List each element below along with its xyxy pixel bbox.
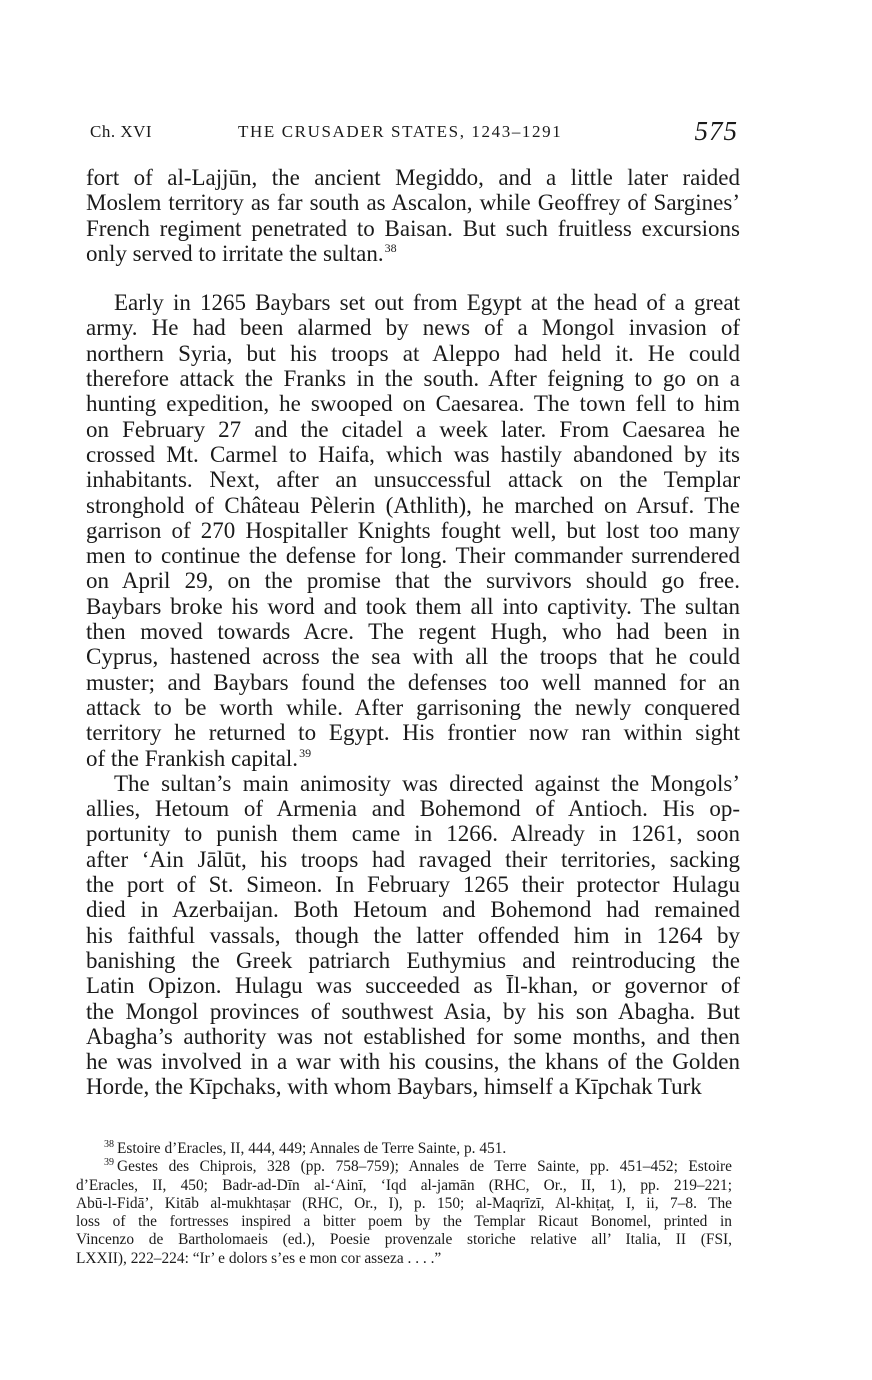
text-line: Early in 1265 Baybars set out from Egypt at the head of a great (114, 290, 740, 316)
text-line: Baybars broke his word and took them all into captivity. The sultan (86, 593, 740, 619)
text-line: garrison of 270 Hospitaller Knights fought well, but lost too many (86, 517, 740, 543)
text-line: the port of St. Simeon. In February 1265 their protector Hulagu (86, 872, 740, 898)
footnote-line: $^{39}$ Gestes des Chiprois, 328 (pp. 758–759); Annales de Terre Sainte, pp. 451–452; Estoire (104, 1157, 732, 1176)
text-line: The sultan’s main animosity was directed against the Mongols’ (114, 770, 740, 796)
footnote-line: Abū-l-Fidā’, Kitāb al-mukhtaṣar (RHC, Or., I), p. 150; al-Maqrīzī, Al-khiṭaṭ, I, ii, 7–8. The (76, 1194, 732, 1212)
text-line: after ‘Ain Jālūt, his troops had ravaged their territories, sacking (86, 846, 740, 872)
text-line: stronghold of Château Pèlerin (Athlith), he marched on Arsuf. The (86, 492, 740, 518)
text-line: Horde, the Kīpchaks, with whom Baybars, himself a Kīpchak Turk (86, 1074, 702, 1100)
text-line: territory he returned to Egypt. His frontier now ran within sight (86, 720, 740, 746)
text-line: only served to irritate the sultan.$^{38}$ (86, 240, 397, 266)
footnote-number: 39 (104, 1157, 114, 1169)
text-line: the Mongol provinces of southwest Asia, by his son Abagha. But (86, 998, 740, 1024)
text-line: he was involved in a war with his cousins, the khans of the Golden (86, 1049, 740, 1075)
footnote (76, 1158, 732, 1268)
text-line: inhabitants. Next, after an unsuccessful attack on the Templar (86, 467, 740, 493)
text-line: men to continue the defense for long. Their commander surrendered (86, 543, 740, 569)
footnote-line: loss of the fortresses inspired a bitter poem by the Templar Ricaut Bonomel, printed in (76, 1213, 732, 1231)
text-line: French regiment penetrated to Baisan. But such fruitless excursions (86, 215, 740, 241)
footnote-line: d’Eracles, II, 450; Badr-ad-Dīn al-‘Ainī, ‘Iqd al-jamān (RHC, Or., II, 1), pp. 219–221; (76, 1176, 732, 1194)
footnote-ref[interactable]: 39 (299, 745, 312, 760)
footnote (76, 1140, 732, 1158)
main-text (86, 165, 740, 1100)
text-line: died in Azerbaijan. Both Hetoum and Bohemond had remained (86, 897, 740, 923)
footnote-line: LXXII), 222–224: “Ir’ e dolors s’es e mon cor asseza . . . .” (76, 1249, 442, 1267)
text-line: on April 29, on the promise that the survivors should go free. (86, 568, 740, 594)
footnotes (76, 1140, 732, 1268)
running-header (90, 116, 738, 150)
text-line: Latin Opizon. Hulagu was succeeded as Īl-khan, or governor of (86, 973, 740, 999)
footnote-number: 38 (104, 1138, 114, 1150)
text-line: muster; and Baybars found the defenses too well manned for an (86, 669, 740, 695)
text-line: allies, Hetoum of Armenia and Bohemond of Antioch. His op- (86, 796, 740, 822)
text-line: therefore attack the Franks in the south. After feigning to go on a (86, 366, 740, 392)
text-line: banishing the Greek patriarch Euthymius and reintroducing the (86, 947, 740, 973)
text-line: army. He had been alarmed by news of a Mongol invasion of (86, 315, 740, 341)
chapter-label: Ch. XVI (90, 122, 153, 141)
paragraph (86, 290, 740, 771)
text-line: crossed Mt. Carmel to Haifa, which was hastily abandoned by its (86, 441, 740, 467)
paragraph (86, 771, 740, 1100)
text-line: then moved towards Acre. The regent Hugh, who had been in (86, 619, 740, 645)
text-line: northern Syria, but his troops at Aleppo had held it. He could (86, 340, 740, 366)
text-line: hunting expedition, he swooped on Caesarea. The town fell to him (86, 391, 740, 417)
running-title: THE CRUSADER STATES, 1243–1291 (238, 122, 563, 141)
text-line: of the Frankish capital.$^{39}$ (86, 745, 312, 771)
text-line: Moslem territory as far south as Ascalon, while Geoffrey of Sargines’ (86, 190, 740, 216)
footnote-line: Vincenzo de Bartholomaeis (ed.), Poesie provenzale storiche relative all’ Italia, II (FSI, (76, 1231, 732, 1249)
paragraph (86, 165, 740, 266)
paragraph-gap (86, 266, 740, 290)
footnote-line: $^{38}$ Estoire d’Eracles, II, 444, 449; Annales de Terre Sainte, p. 451. (104, 1138, 507, 1157)
text-line: fort of al-Lajjūn, the ancient Megiddo, and a little later raided (86, 165, 740, 190)
text-line: Cyprus, hastened across the sea with all the troops that he could (86, 644, 740, 670)
text-line: his faithful vassals, though the latter offended him in 1264 by (86, 922, 740, 948)
page-number: 575 (694, 116, 738, 146)
text-line: on February 27 and the citadel a week later. From Caesarea he (86, 416, 740, 442)
text-line: portunity to punish them came in 1266. Already in 1261, soon (86, 821, 740, 847)
footnote-ref[interactable]: 38 (384, 241, 397, 256)
text-line: attack to be worth while. After garrisoning the newly conquered (86, 694, 740, 720)
text-line: Abagha’s authority was not established for some months, and then (86, 1023, 740, 1049)
